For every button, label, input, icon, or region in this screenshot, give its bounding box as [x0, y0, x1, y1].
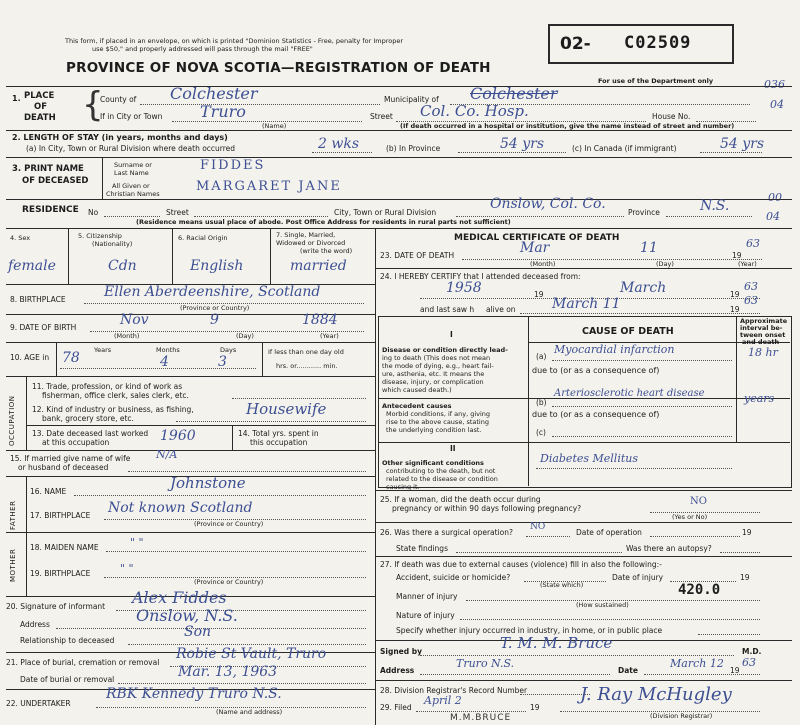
- other-condition: Diabetes Mellitus: [540, 452, 638, 465]
- residence-street-label: Street: [166, 208, 189, 217]
- stay-b-value: 54 yrs: [500, 136, 545, 152]
- q25-line2: pregnancy or within 90 days following pregnancy?: [392, 504, 582, 513]
- mother-side-label: MOTHER: [9, 548, 17, 582]
- stay-a-value: 2 wks: [318, 136, 360, 152]
- father-country-caption: (Province or Country): [194, 520, 264, 528]
- interval-heading-2: interval be-: [740, 324, 783, 332]
- q12-line2: bank, grocery store, etc.: [42, 414, 134, 423]
- attended-from: 1958: [446, 280, 482, 296]
- spouse-value: N/A: [156, 448, 178, 461]
- death-registration-form: This form, if placed in an envelope, on which is printed "Dominion Statistics - Free, penalty for Improper use $50," and properly addressed will pass through the mail "FREE" PROVINCE OF NOVA SCOTIA—REGISTRATION OF DEATH 02- C02509 For use of the Department only 036 04 00 04 1. PLACE OF DEATH { County of Colchester Municipality of Colchester If in City or Town Truro (Name) Street Col. Co. Hosp. House No. (If death occurred in a hospital or institution, give the name instead of street and number) 2. LENGTH OF STAY (in years, months and days) (a) In City, Town or Rural Division where death occurred 2 wks (b) In Province 54 yrs (c) In Canada (if immigrant) 54 yrs 3. PRINT NAME OF DECEASED Surname or Last Name FIDDES All Given or Christian Names MARGARET JANE RESIDENCE No Street City, Town or Rural Division Onslow, Col. Co. Province N.S. (Residence means usual place of abode. Post Office Address for residents in rural parts not sufficient) 4. Sex female 5. Citizenship (Nationality) Cdn 6. Racial Origin English 7. Single, Married, Widowed or Divorced (write the word) married 8. BIRTHPLACE Ellen Aberdeenshire, Scotland (Province or Country) 9. DATE OF BIRTH Nov 9 1884 (Month) (Day) (Year) 10. AGE in Years Months Days 78 4 3 If less than one day old hrs. or............ min. OCCUPATION 11. Trade, profession, or kind of work as fisherman, office clerk, sales clerk, etc. 12. Kind of industry or business, as fishing, bank, grocery store, etc. Housewife 13. Date deceased last worked at this occupation 1960 14. Total yrs. spent in this occupation 15. If married give name of wife or husband of deceased N/A FATHER 16. NAME Johnstone 17. BIRTHPLACE Not known Scotland (Province or Country) MOTHER 18. MAIDEN NAME " " 19. BIRTHPLACE " " (Province or Country) 20. Signature of informant Alex Fiddes Address Onslow, N.S. Relationship to deceased Son 21. Place of burial, cremation or removal Robie St Vault, Truro Date of burial or removal Mar. 13, 1963 22. UNDERTAKER RBK Kennedy Truro N.S. (Name and address) MEDICAL CERTIFICATE OF DEATH 23. DATE OF DEATH Mar 11 19 63 (Month) (Day) (Year) 24. I HEREBY CERTIFY that I attended deceased from: 1958 19 March 19 63 and last saw h alive on March 11 19 63 CAUSE OF DEATH Approximate interval be- tween onset and death I Disease or condition directly lead- ing to death (This does not mean the mode of dying, e.g., heart fail- ure, asthenia, etc. It means the disease, injury, or complication which caused death.) (a) Myocardial infarction 18 hr due to (or as a consequence of) Antecedent causes Morbid conditions, if any, giving rise to the above cause, stating the underlying condition last. (b) Arteriosclerotic heart disease years due to (or as a consequence of) (c) II Other significant conditions contributing to the death, but not related to the disease or condition causing it. Diabetes Mellitus 25. If a woman, did the death occur during pregnancy or within 90 days following pregnancy? NO (Yes or No) 26. Was there a surgical operation? NO Date of operation 19 State findings Was there an autopsy? 27. If death was due to external causes (violence) fill in also the following:- Accident, suicide or homicide? (State which) Date of injury 19 Manner of injury 420.0 (How sustained) Nature of injury Specify whether injury occurred in industry, in home, or in public place Signed by T. M. M. Bruce M.D. Address Truro N.S. Date March 12 19 63 28. Division Registrar's Record Number 29. Filed April 2 19 J. Ray McHugley (Division Registrar) M.M.BRUCE: [0, 0, 800, 725]
- place-label: PLACE: [24, 91, 55, 101]
- q17-label: 17. BIRTHPLACE: [30, 511, 91, 520]
- antecedent-text-4: the underlying condition last.: [386, 426, 482, 434]
- father-name-value: Johnstone: [170, 474, 246, 492]
- q26-answer: NO: [530, 522, 546, 532]
- citizenship-label1: 5. Citizenship: [78, 232, 122, 240]
- interval-a: 18 hr: [748, 346, 778, 359]
- other-text-1: Other significant conditions: [382, 459, 484, 467]
- dept-code-1: 036: [764, 78, 785, 91]
- residence-province-label: Province: [628, 208, 660, 217]
- q21-label: 21. Place of burial, cremation or removal: [6, 658, 160, 667]
- due-to-1: due to (or as a consequence of): [532, 366, 660, 375]
- undertaker-value: RBK Kennedy Truro N.S.: [106, 686, 282, 702]
- of-label: OF: [34, 102, 48, 112]
- father-birthplace-value: Not known Scotland: [108, 500, 253, 516]
- burial-date: Mar. 13, 1963: [178, 664, 278, 680]
- dob-day: 9: [210, 312, 219, 328]
- birthplace-label: 8. BIRTHPLACE: [10, 295, 66, 304]
- birthplace-caption: (Province or Country): [180, 304, 250, 312]
- surname-label2: Last Name: [114, 169, 149, 177]
- mother-birthplace-value: " ": [120, 562, 134, 575]
- cause-a: Myocardial infarction: [554, 343, 675, 356]
- surname-value: FIDDES: [200, 158, 266, 173]
- antecedent-text-2: Morbid conditions, if any, giving: [386, 410, 491, 418]
- less-than-day-label1: If less than one day old: [268, 348, 344, 356]
- how-sustained-caption: (How sustained): [576, 601, 629, 609]
- marital-label1: 7. Single, Married,: [276, 231, 336, 239]
- due-to-2: due to (or as a consequence of): [532, 410, 660, 419]
- days-label: Days: [220, 346, 237, 354]
- q12-line1: 12. Kind of industry or business, as fishing,: [32, 405, 194, 414]
- dept-code-4: 04: [766, 210, 780, 223]
- informant-signature: Alex Fiddes: [132, 588, 227, 607]
- place-of-death-num: 1.: [12, 94, 21, 103]
- death-day: 11: [640, 240, 658, 256]
- q24-label: 24. I HEREBY CERTIFY that I attended deceased from:: [380, 272, 581, 281]
- attended-to: March: [620, 280, 667, 296]
- marital-label3: (write the word): [300, 247, 353, 255]
- md-label: M.D.: [742, 647, 762, 656]
- state-findings-label: State findings: [396, 544, 448, 553]
- mother-maiden-value: " ": [130, 536, 144, 549]
- county-value: Colchester: [170, 84, 258, 103]
- burial-date-label: Date of burial or removal: [20, 675, 115, 684]
- attended-to-year: 63: [744, 280, 758, 293]
- q11-line2: fisherman, office clerk, sales clerk, etc.: [42, 391, 189, 400]
- antecedent-text-1: Antecedent causes: [382, 402, 452, 410]
- print-name-label1: 3. PRINT NAME: [12, 164, 84, 174]
- q16-label: 16. NAME: [30, 487, 67, 496]
- age-label: 10. AGE in: [10, 353, 50, 362]
- dob-month: Nov: [120, 312, 149, 328]
- father-side-label: FATHER: [9, 500, 17, 530]
- death-month-caption: (Month): [530, 260, 556, 268]
- last-seen-year: 63: [744, 294, 758, 307]
- q13-line2: at this occupation: [42, 438, 110, 447]
- specify-label: Specify whether injury occurred in industry, in home, or in public place: [396, 626, 663, 635]
- hospital-note: (If death occurred in a hospital or institution, give the name instead of street and number): [400, 122, 735, 130]
- q27-label: 27. If death was due to external causes (violence) fill in also the following:-: [380, 560, 662, 569]
- last-seen-value: March 11: [552, 296, 621, 312]
- disease-text-4: ure, asthenia, etc. It means the: [382, 370, 485, 378]
- age-years: 78: [62, 350, 80, 366]
- burial-place: Robie St Vault, Truro: [176, 646, 327, 662]
- q15-line2: or husband of deceased: [18, 463, 109, 472]
- name-caption: (Name): [262, 122, 287, 130]
- interval-heading-4: and death: [742, 338, 780, 346]
- racial-value: English: [190, 258, 244, 274]
- registrar-caption: (Division Registrar): [650, 712, 713, 720]
- citizenship-value: Cdn: [108, 258, 137, 274]
- interval-heading-1: Approximate: [740, 317, 788, 325]
- q15-line1: 15. If married give name of wife: [10, 454, 131, 463]
- city-value: Truro: [200, 102, 246, 121]
- form-title: PROVINCE OF NOVA SCOTIA—REGISTRATION OF DEATH: [66, 60, 491, 76]
- death-year: 63: [746, 237, 760, 250]
- antecedent-text-3: rise to the above cause, stating: [386, 418, 489, 426]
- q13-line1: 13. Date deceased last worked: [32, 429, 149, 438]
- marital-value: married: [290, 258, 347, 274]
- surname-label1: Surname or: [114, 161, 152, 169]
- last-worked-value: 1960: [160, 428, 196, 444]
- q14-line1: 14. Total yrs. spent in: [238, 429, 319, 438]
- medical-heading: MEDICAL CERTIFICATE OF DEATH: [454, 233, 620, 243]
- q20-label: 20. Signature of informant: [6, 602, 106, 611]
- print-name-label2: OF DECEASED: [22, 176, 89, 186]
- q11-line1: 11. Trade, profession, or kind of work as: [32, 382, 183, 391]
- stay-c-label: (c) In Canada (if immigrant): [572, 144, 677, 153]
- given-label2: Christian Names: [106, 190, 160, 198]
- house-label: House No.: [652, 112, 691, 121]
- registration-number: C02509: [624, 33, 692, 53]
- stay-a-label: (a) In City, Town or Rural Division where death occurred: [26, 144, 236, 153]
- code-stamp: 420.0: [678, 582, 721, 598]
- signer-address-label: Address: [380, 666, 415, 675]
- cause-b: Arteriosclerotic heart disease: [554, 388, 705, 399]
- roman-one: I: [450, 330, 453, 339]
- other-text-3: related to the disease or condition: [386, 475, 498, 483]
- filed-date: April 2: [424, 694, 462, 707]
- residence-city-label: City, Town or Rural Division: [334, 208, 437, 217]
- sex-value: female: [8, 258, 56, 274]
- mother-country-caption: (Province or Country): [194, 578, 264, 586]
- racial-label: 6. Racial Origin: [178, 234, 228, 242]
- months-label: Months: [156, 346, 180, 354]
- interval-heading-3: tween onset: [740, 331, 786, 339]
- street-label: Street: [370, 112, 393, 121]
- dob-day-caption: (Day): [236, 332, 254, 340]
- death-year-prefix: 19: [732, 251, 742, 260]
- street-value: Col. Co. Hosp.: [420, 102, 529, 120]
- registration-prefix: 02-: [560, 34, 591, 54]
- autopsy-label: Was there an autopsy?: [626, 544, 712, 553]
- q18-label: 18. MAIDEN NAME: [30, 543, 99, 552]
- death-year-caption: (Year): [738, 260, 757, 268]
- q22-label: 22. UNDERTAKER: [6, 699, 71, 708]
- q25-answer: NO: [690, 496, 707, 507]
- state-which-caption: (State which): [540, 581, 584, 589]
- roman-two: II: [450, 444, 456, 453]
- manner-label: Manner of injury: [396, 592, 458, 601]
- age-days: 3: [218, 354, 227, 370]
- q25-line1: 25. If a woman, did the death occur during: [380, 495, 541, 504]
- q14-line2: this occupation: [250, 438, 308, 447]
- sign-date: March 12: [670, 657, 724, 670]
- q19-label: 19. BIRTHPLACE: [30, 569, 91, 578]
- date-of-injury-label: Date of injury: [612, 573, 664, 582]
- residence-city-value: Onslow, Col. Co.: [490, 196, 606, 212]
- disease-text-6: which caused death.): [382, 386, 452, 394]
- mail-notice-line2: use $50," and properly addressed will pass through the mail "FREE": [92, 45, 313, 53]
- informant-address: Onslow, N.S.: [136, 606, 238, 625]
- disease-text-1: Disease or condition directly lead-: [382, 346, 508, 354]
- department-use-label: For use of the Department only: [598, 77, 714, 85]
- municipality-label: Municipality of: [384, 95, 439, 104]
- informant-address-label: Address: [20, 620, 50, 629]
- length-of-stay-label: 2. LENGTH OF STAY (in years, months and days): [12, 133, 228, 142]
- county-label: County of: [100, 95, 137, 104]
- occupation-side-label: OCCUPATION: [8, 395, 16, 446]
- dept-code-3: 00: [768, 191, 782, 204]
- disease-text-3: the mode of dying, e.g., heart fail-: [382, 362, 494, 370]
- cause-heading: CAUSE OF DEATH: [582, 326, 674, 337]
- residence-label: RESIDENCE: [22, 205, 79, 215]
- citizenship-label2: (Nationality): [92, 240, 133, 248]
- residence-no-label: No: [88, 208, 99, 217]
- nature-label: Nature of injury: [396, 611, 455, 620]
- municipality-value: Colchester: [470, 84, 558, 103]
- undertaker-caption: (Name and address): [216, 708, 283, 716]
- date-of-operation-label: Date of operation: [576, 528, 642, 537]
- relationship-label: Relationship to deceased: [20, 636, 115, 645]
- stay-c-value: 54 yrs: [720, 136, 765, 152]
- yes-no-caption: (Yes or No): [672, 513, 708, 521]
- sign-year: 63: [742, 656, 756, 669]
- dob-label: 9. DATE OF BIRTH: [10, 323, 77, 332]
- bottom-name-stamp: M.M.BRUCE: [450, 713, 512, 723]
- years-label: Years: [94, 346, 112, 354]
- q29-label: 29. Filed: [380, 703, 412, 712]
- sign-date-label: Date: [618, 666, 638, 675]
- signer-address: Truro N.S.: [456, 657, 515, 670]
- other-text-4: causing it.: [386, 483, 420, 491]
- registrar-signature: J. Ray McHugley: [580, 684, 732, 705]
- given-label1: All Given or: [112, 182, 150, 190]
- birthplace-value: Ellen Aberdeenshire, Scotland: [104, 284, 321, 300]
- last-seen-label: and last saw h: [420, 305, 475, 314]
- stay-b-label: (b) In Province: [386, 144, 441, 153]
- signed-by-label: Signed by: [380, 647, 423, 656]
- q26-label: 26. Was there a surgical operation?: [380, 528, 513, 537]
- disease-text-5: disease, injury, or complication: [382, 378, 484, 386]
- signer-signature: T. M. M. Bruce: [500, 634, 613, 652]
- marital-label2: Widowed or Divorced: [276, 239, 346, 247]
- less-than-day-label2: hrs. or............ min.: [276, 362, 338, 370]
- dob-year: 1884: [302, 312, 338, 328]
- q23-label: 23. DATE OF DEATH: [380, 251, 455, 260]
- other-text-2: contributing to the death, but not: [386, 467, 496, 475]
- sex-label: 4. Sex: [10, 234, 31, 242]
- city-label: If in City or Town: [100, 112, 163, 121]
- given-value: MARGARET JANE: [196, 179, 342, 194]
- occupation-value: Housewife: [246, 400, 327, 418]
- disease-text-2: ing to death (This does not mean: [382, 354, 491, 362]
- accident-label: Accident, suicide or homicide?: [396, 573, 511, 582]
- dob-year-caption: (Year): [320, 332, 339, 340]
- age-months: 4: [160, 354, 169, 370]
- mail-notice-line1: This form, if placed in an envelope, on which is printed "Dominion Statistics - Free, penalty for Improper: [65, 37, 404, 45]
- death-day-caption: (Day): [656, 260, 674, 268]
- q28-label: 28. Division Registrar's Record Number: [380, 686, 528, 695]
- interval-b: years: [744, 392, 775, 405]
- dob-month-caption: (Month): [114, 332, 140, 340]
- relationship-value: Son: [184, 624, 212, 640]
- residence-province-value: N.S.: [700, 198, 730, 214]
- dept-code-2: 04: [770, 98, 784, 111]
- death-label: DEATH: [24, 113, 56, 123]
- alive-on-label: alive on: [486, 305, 516, 314]
- residence-note: (Residence means usual place of abode. Post Office Address for residents in rural parts not sufficient): [136, 218, 511, 226]
- death-month: Mar: [520, 240, 550, 256]
